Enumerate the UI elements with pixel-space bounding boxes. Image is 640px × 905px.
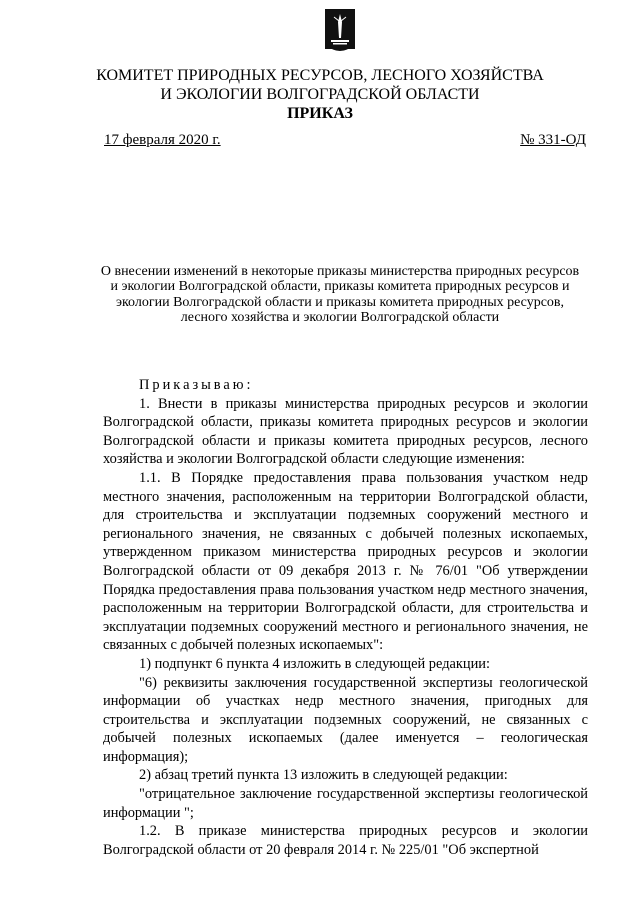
paragraph: 1.2. В приказе министерства природных ресурсов и экологии Волгоградской области от 20 февраля 2014 г. № 225/01 "Об экспертной	[103, 823, 588, 858]
document-date: 17 февраля 2020 г.	[104, 132, 221, 148]
committee-name-line-1: КОМИТЕТ ПРИРОДНЫХ РЕСУРСОВ, ЛЕСНОГО ХОЗЯЙСТВА	[96, 67, 544, 84]
coat-of-arms-emblem	[324, 8, 356, 56]
document-body	[103, 376, 588, 859]
committee-name-line-2: И ЭКОЛОГИИ ВОЛГОГРАДСКОЙ ОБЛАСТИ	[160, 86, 480, 103]
document-type: ПРИКАЗ	[287, 105, 353, 122]
paragraph: 1) подпункт 6 пункта 4 изложить в следующей редакции:	[139, 655, 490, 672]
paragraph: 1.1. В Порядке предоставления права пользования участком недр местного значения, расположенным на территории Волгоградской области, для строительства и эксплуатации подземных сооружений местного и регионального значения, не связанных с добычей полезных ископаемых, утвержденном приказом министерства природных ресурсов и экологии Волгоградской области от 09 декабря 2013 г. № 76/01 "Об утверждении Порядка предоставления права пользования участком недр местного значения, расположенным на территории Волгоградской области, для строительства и эксплуатации подземных сооружений местного и регионального значения, не связанных с добычей полезных ископаемых":	[103, 469, 588, 654]
document-header	[0, 66, 640, 123]
paragraph: "отрицательное заключение государственной экспертизы геологической информации ";	[103, 786, 588, 821]
document-subject: О внесении изменений в некоторые приказы министерства природных ресурсов и экологии Волгоградской области, приказы комитета природных ресурсов и экологии Волгоградской области и приказы комитета природных ресурсов, лесного хозяйства и экологии Волгоградской области	[100, 264, 580, 326]
paragraph: 2) абзац третий пункта 13 изложить в следующей редакции:	[139, 767, 508, 784]
document-number: № 331-ОД	[520, 132, 586, 148]
paragraph: 1. Внести в приказы министерства природных ресурсов и экологии Волгоградской области, приказы комитета природных ресурсов и экологии Волгоградской области и приказы комитета природных ресурсов, лесного хозяйства и экологии Волгоградской области следующие изменения:	[103, 395, 588, 468]
paragraph: "6) реквизиты заключения государственной экспертизы геологической информации об участках недр местного значения, пригодных для строительства и эксплуатации подземных сооружений, не связанных с добычей полезных ископаемых (далее именуется – геологическая информация);	[103, 674, 588, 765]
order-intro: Приказываю:	[139, 377, 254, 393]
